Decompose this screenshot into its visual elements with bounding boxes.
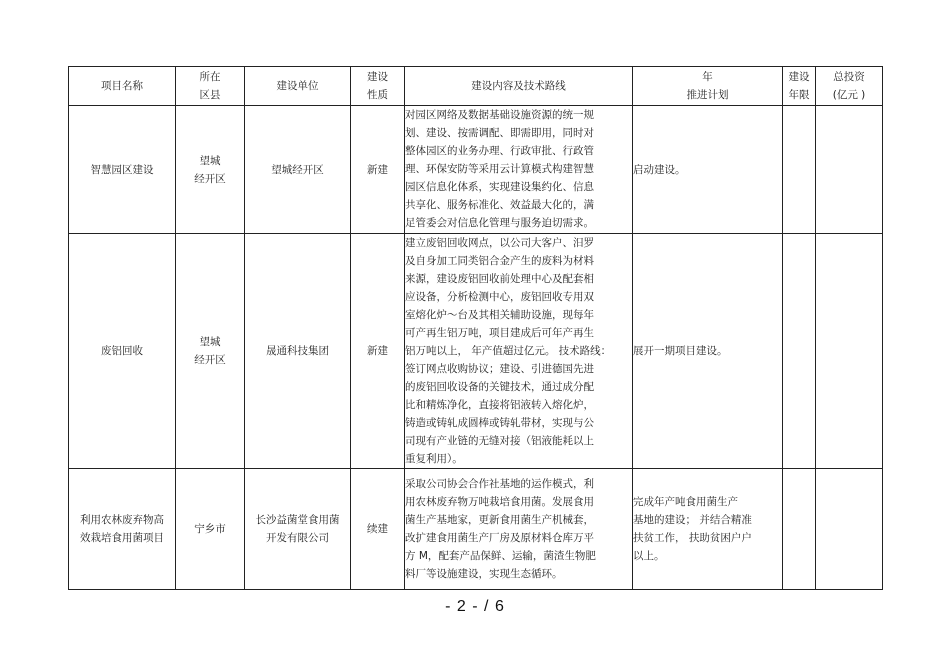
header-content: 建设内容及技术路线 — [405, 67, 633, 106]
header-years: 建设 年限 — [783, 67, 816, 106]
project-name-cell: 利用农林废弃物高 效栽培食用菌项目 — [69, 469, 176, 590]
table-row — [69, 469, 883, 590]
header-plan: 年 推进计划 — [633, 67, 783, 106]
header-row — [69, 67, 883, 106]
county-cell: 望城 经开区 — [176, 234, 245, 469]
investment-cell — [816, 106, 883, 234]
header-project-name: 项目名称 — [69, 67, 176, 106]
unit-cell: 望城经开区 — [245, 106, 351, 234]
content-cell: 采取公司协会合作社基地的运作模式，利 用农林废弃物万吨栽培食用菌。发展食用 菌生产基地家，更新食用菌生产机械套， 改扩建食用菌生产厂房及原材料仓库万平 方 M，配套产品保鲜、运输，菌渣生物肥 料厂等设施建设，实现生态循环。 — [405, 469, 633, 590]
project-table — [68, 66, 883, 590]
investment-cell — [816, 234, 883, 469]
county-cell: 望城 经开区 — [176, 106, 245, 234]
header-county: 所在 区县 — [176, 67, 245, 106]
plan-cell: 启动建设。 — [633, 106, 783, 234]
header-unit: 建设单位 — [245, 67, 351, 106]
investment-cell — [816, 469, 883, 590]
unit-cell: 长沙益菌堂食用菌 开发有限公司 — [245, 469, 351, 590]
table-row — [69, 106, 883, 234]
header-investment: 总投资 (亿元 ) — [816, 67, 883, 106]
content-cell: 建立废铝回收网点，以公司大客户、汨罗 及自身加工同类铝合金产生的废料为材料 来源，建设废铝回收前处理中心及配套相 应设备，分析检测中心，废铝回收专用双 室熔化炉～台及其相关辅助设施，现每年 可产再生铝万吨，项目建成后可年产再生 铝万吨以上， 年产值超过亿元。 技术路线： 签订网点收购协议；建设、引进德国先进 的废铝回收设备的关键技术，通过成分配 比和精炼净化，直接将铝液转入熔化炉， 铸造或铸轧成圆棒或铸轧带材，实现与公 司现有产业链的无缝对接（铝液能耗以上 重复利用）。 — [405, 234, 633, 469]
plan-cell: 完成年产吨食用菌生产 基地的建设； 并结合精准 扶贫工作， 扶助贫困户户 以上。 — [633, 469, 783, 590]
nature-cell: 新建 — [351, 106, 405, 234]
header-nature: 建设 性质 — [351, 67, 405, 106]
project-name-cell: 废铝回收 — [69, 234, 176, 469]
nature-cell: 新建 — [351, 234, 405, 469]
nature-cell: 续建 — [351, 469, 405, 590]
county-cell: 宁乡市 — [176, 469, 245, 590]
years-cell — [783, 234, 816, 469]
plan-cell: 展开一期项目建设。 — [633, 234, 783, 469]
content-cell: 对园区网络及数据基础设施资源的统一规 划、建设、按需调配、即需即用，同时对 整体园区的业务办理、行政审批、行政管 理、环保安防等采用云计算模式构建智慧 园区信息化体系，实现建设集约化、信息 共享化、服务标准化、效益最大化的，满 足管委会对信息化管理与服务迫切需求。 — [405, 106, 633, 234]
unit-cell: 晟通科技集团 — [245, 234, 351, 469]
years-cell — [783, 106, 816, 234]
project-name-cell: 智慧园区建设 — [69, 106, 176, 234]
page-number: - 2 - / 6 — [445, 598, 505, 615]
table-row — [69, 234, 883, 469]
years-cell — [783, 469, 816, 590]
